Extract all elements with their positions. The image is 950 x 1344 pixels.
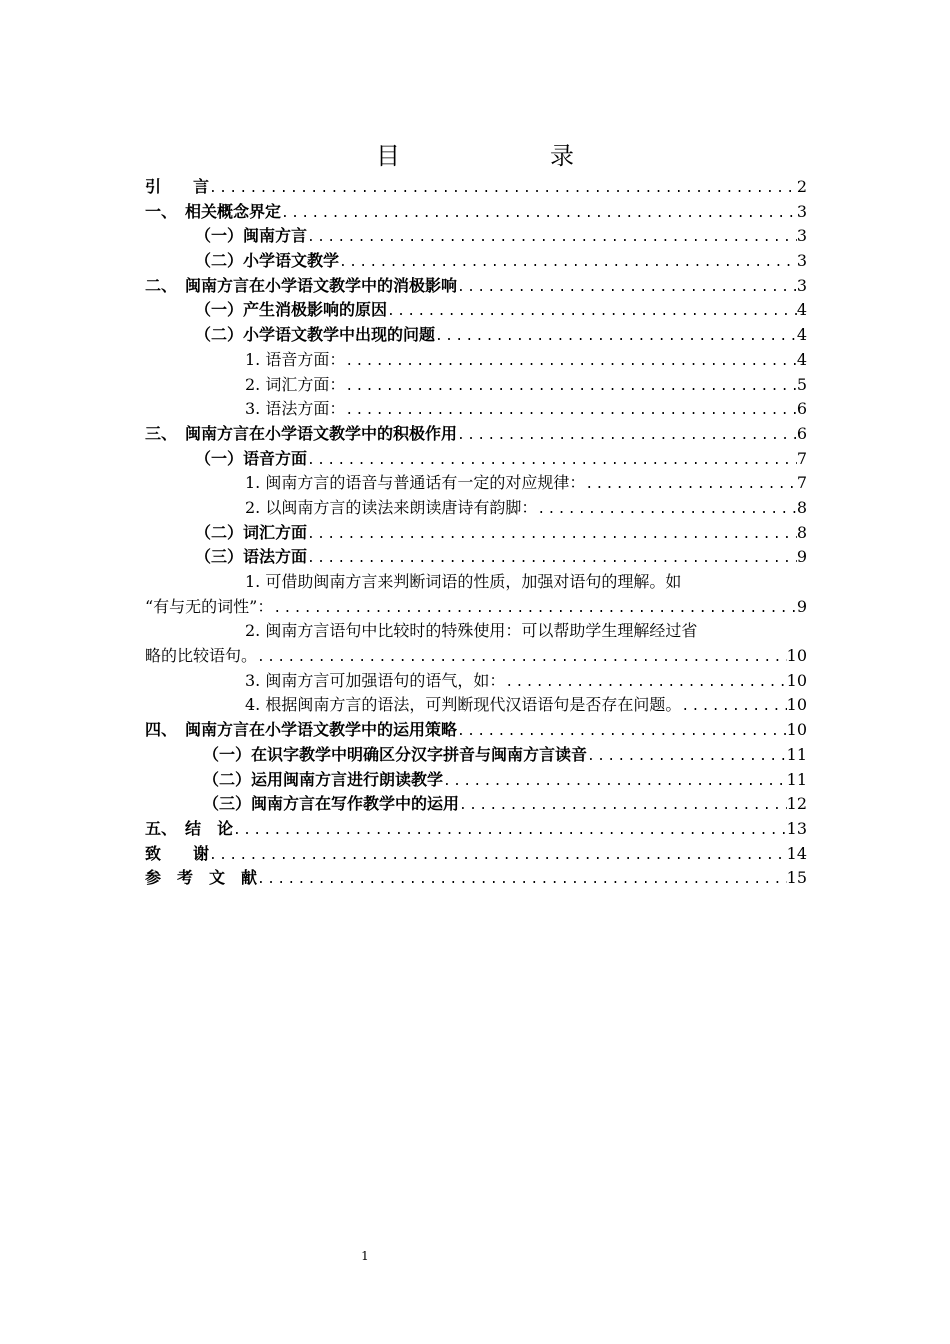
toc-entry-wrap-line: 2. 闽南方言语句中比较时的特殊使用：可以帮助学生理解经过省 bbox=[245, 621, 698, 641]
toc-leader-dots bbox=[257, 868, 787, 893]
toc-leader-dots bbox=[537, 498, 796, 523]
toc-entry-label: （二）小学语文教学中出现的问题 bbox=[195, 325, 436, 345]
toc-entry[interactable] bbox=[145, 693, 807, 718]
toc-entry-page: 11 bbox=[786, 769, 807, 789]
toc-entry[interactable] bbox=[145, 224, 807, 249]
toc-entry-page: 6 bbox=[796, 423, 807, 443]
toc-entry[interactable] bbox=[145, 521, 807, 546]
toc-leader-dots bbox=[307, 547, 797, 572]
toc-leader-dots bbox=[257, 646, 787, 671]
toc-leader-dots bbox=[459, 794, 787, 819]
toc-entry-label: （三）闽南方言在写作教学中的运用 bbox=[203, 794, 460, 814]
toc-entry-page: 3 bbox=[796, 201, 807, 221]
toc-leader-dots bbox=[307, 449, 797, 474]
toc-leader-dots bbox=[307, 523, 797, 548]
toc-leader-dots bbox=[233, 819, 787, 844]
toc-entry[interactable] bbox=[145, 323, 807, 348]
toc-entry-page: 13 bbox=[786, 818, 807, 838]
table-of-contents bbox=[145, 175, 807, 891]
toc-leader-dots bbox=[443, 770, 787, 795]
toc-leader-dots bbox=[505, 671, 786, 696]
toc-entry-label: 致 谢 bbox=[145, 843, 210, 863]
toc-leader-dots bbox=[345, 399, 796, 424]
toc-entry-wrap-line: 1. 可借助闽南方言来判断词语的性质，加强对语句的理解。如 bbox=[245, 572, 682, 591]
toc-leader-dots bbox=[587, 745, 787, 770]
toc-entry[interactable] bbox=[145, 545, 807, 570]
toc-leader-dots bbox=[457, 276, 797, 301]
toc-entry[interactable] bbox=[145, 249, 807, 274]
toc-entry-label: 参 考 文 献 bbox=[145, 868, 258, 888]
toc-entry[interactable] bbox=[145, 397, 807, 422]
toc-entry-page: 8 bbox=[796, 497, 807, 517]
toc-entry-page: 11 bbox=[786, 744, 807, 764]
toc-entry-page: 3 bbox=[796, 226, 807, 246]
toc-entry-label: （二）词汇方面 bbox=[195, 522, 308, 542]
toc-entry[interactable] bbox=[145, 471, 807, 496]
toc-entry-label: 三、 闽南方言在小学语文教学中的积极作用 bbox=[145, 423, 458, 443]
toc-entry-label: （一）语音方面 bbox=[195, 448, 308, 468]
toc-entry-page: 4 bbox=[796, 300, 807, 320]
toc-entry-page: 10 bbox=[786, 646, 807, 666]
toc-entry[interactable] bbox=[145, 422, 807, 447]
toc-leader-dots bbox=[307, 226, 797, 251]
toc-leader-dots bbox=[387, 300, 797, 325]
toc-entry[interactable] bbox=[145, 175, 807, 200]
toc-entry-page: 10 bbox=[786, 720, 807, 740]
toc-entry-page: 2 bbox=[796, 177, 807, 196]
toc-entry-page: 12 bbox=[786, 794, 807, 814]
toc-entry-label: （一）在识字教学中明确区分汉字拼音与闽南方言读音 bbox=[203, 744, 588, 764]
toc-entry[interactable] bbox=[145, 298, 807, 323]
toc-entry-page: 3 bbox=[796, 275, 807, 295]
toc-entry-label: “有与无的词性”： bbox=[145, 596, 274, 616]
toc-entry-label: 4. 根据闽南方言的语法，可判断现代汉语语句是否存在问题。 bbox=[245, 695, 682, 715]
toc-entry-label: 略的比较语句。 bbox=[145, 646, 258, 666]
toc-entry[interactable] bbox=[145, 348, 807, 373]
toc-entry[interactable] bbox=[145, 669, 807, 694]
toc-entry[interactable] bbox=[145, 373, 807, 398]
toc-entry[interactable] bbox=[145, 200, 807, 225]
toc-title: 目 录 bbox=[376, 142, 608, 170]
toc-entry-label: 3. 语法方面： bbox=[245, 399, 346, 419]
toc-leader-dots bbox=[209, 844, 787, 869]
toc-entry-label: （一）产生消极影响的原因 bbox=[195, 300, 388, 320]
toc-entry[interactable] bbox=[145, 842, 807, 867]
toc-leader-dots bbox=[345, 375, 796, 400]
toc-entry-page: 7 bbox=[796, 473, 807, 493]
toc-entry-page: 10 bbox=[786, 695, 807, 715]
toc-entry-page: 9 bbox=[796, 547, 807, 567]
toc-entry[interactable] bbox=[145, 718, 807, 743]
toc-entry[interactable] bbox=[145, 768, 807, 793]
toc-leader-dots bbox=[435, 325, 797, 350]
toc-entry-label: 3. 闽南方言可加强语句的语气，如： bbox=[245, 670, 506, 690]
toc-entry-page: 4 bbox=[796, 325, 807, 345]
toc-leader-dots bbox=[209, 177, 797, 202]
toc-leader-dots bbox=[457, 424, 797, 449]
toc-entry-page: 4 bbox=[796, 349, 807, 369]
toc-entry-page: 3 bbox=[796, 251, 807, 271]
toc-entry-label: 1. 语音方面： bbox=[245, 349, 346, 369]
toc-entry-page: 5 bbox=[796, 374, 807, 394]
toc-entry-label: 四、 闽南方言在小学语文教学中的运用策略 bbox=[145, 720, 458, 740]
toc-leader-dots bbox=[339, 251, 797, 276]
toc-entry-page: 9 bbox=[796, 596, 807, 616]
toc-entry-page: 8 bbox=[796, 522, 807, 542]
toc-leader-dots bbox=[281, 202, 797, 227]
toc-entry-label: （二）运用闽南方言进行朗读教学 bbox=[203, 769, 444, 789]
toc-entry-label: 引 言 bbox=[145, 177, 210, 196]
toc-entry-label: 1. 闽南方言的语音与普通话有一定的对应规律： bbox=[245, 473, 586, 493]
toc-entry-page: 7 bbox=[796, 448, 807, 468]
toc-leader-dots bbox=[345, 350, 796, 375]
toc-entry[interactable] bbox=[145, 644, 807, 669]
toc-entry[interactable] bbox=[145, 792, 807, 817]
toc-entry[interactable] bbox=[145, 447, 807, 472]
toc-leader-dots bbox=[457, 720, 787, 745]
toc-entry-page: 14 bbox=[786, 843, 807, 863]
toc-entry-page: 10 bbox=[786, 670, 807, 690]
toc-entry[interactable] bbox=[145, 743, 807, 768]
toc-entry-label: （二）小学语文教学 bbox=[195, 251, 340, 271]
toc-entry[interactable] bbox=[145, 817, 807, 842]
toc-entry-label: 2. 以闽南方言的读法来朗读唐诗有韵脚： bbox=[245, 497, 538, 517]
page-number: 1 bbox=[361, 1249, 369, 1263]
toc-entry[interactable] bbox=[145, 866, 807, 891]
toc-entry-label: （三）语法方面 bbox=[195, 547, 308, 567]
toc-entry-page: 6 bbox=[796, 399, 807, 419]
toc-entry-page: 15 bbox=[786, 868, 807, 888]
toc-entry[interactable] bbox=[145, 595, 807, 620]
toc-entry[interactable] bbox=[145, 274, 807, 299]
toc-leader-dots bbox=[585, 473, 796, 498]
toc-entry-label: 五、 结 论 bbox=[145, 818, 234, 838]
toc-entry[interactable] bbox=[145, 496, 807, 521]
toc-leader-dots bbox=[273, 597, 796, 622]
toc-entry-label: 一、 相关概念界定 bbox=[145, 201, 282, 221]
toc-entry-label: （一）闽南方言 bbox=[195, 226, 308, 246]
toc-entry-label: 2. 词汇方面： bbox=[245, 374, 346, 394]
toc-leader-dots bbox=[681, 695, 786, 720]
toc-entry-label: 二、 闽南方言在小学语文教学中的消极影响 bbox=[145, 275, 458, 295]
